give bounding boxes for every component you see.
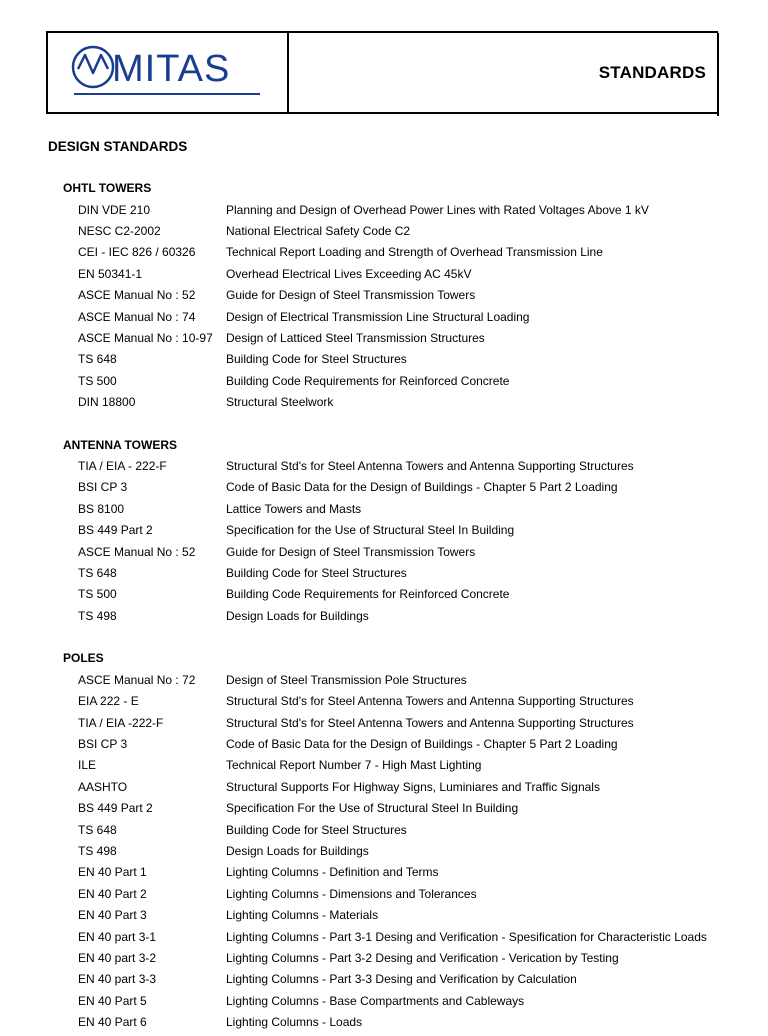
standard-code: TS 498 [78,608,117,623]
standard-code: EN 50341-1 [78,266,143,281]
standard-description: Building Code for Steel Structures [226,822,407,837]
section-title: ANTENNA TOWERS [63,437,177,452]
standard-description: Lighting Columns - Loads [226,1015,363,1030]
page-title: STANDARDS [598,63,706,82]
standard-description: Design of Latticed Steel Transmission Structures [226,330,485,345]
standard-description: Code of Basic Data for the Design of Buildings - Chapter 5 Part 2 Loading [226,480,618,495]
standard-code: BSI CP 3 [78,736,128,751]
standard-description: Specification for the Use of Structural Steel In Building [226,523,515,538]
standard-code: BS 8100 [78,501,125,516]
standard-code: EIA 222 - E [78,694,139,709]
standard-code: BS 449 Part 2 [78,523,153,538]
standard-code: ASCE Manual No : 10-97 [78,330,213,345]
standard-description: Guide for Design of Steel Transmission Towers [226,544,476,559]
standard-code: TS 648 [78,352,117,367]
standard-code: TS 500 [78,587,117,602]
standard-description: Lighting Columns - Part 3-2 Desing and Verification - Verication by Testing [226,950,619,965]
standard-code: BS 449 Part 2 [78,801,153,816]
standard-code: AASHTO [78,779,128,794]
standard-description: Design of Steel Transmission Pole Structures [226,672,467,687]
section-title: POLES [63,651,104,666]
standard-code: EN 40 Part 6 [78,1015,147,1030]
header-divider [287,33,289,112]
standard-code: TIA / EIA -222-F [78,715,164,730]
standard-description: Design Loads for Buildings [226,608,369,623]
standard-description: Structural Std's for Steel Antenna Towers and Antenna Supporting Structures [226,459,634,473]
standard-code: EN 40 part 3-3 [78,972,157,987]
standard-code: TS 648 [78,566,117,580]
standard-description: Code of Basic Data for the Design of Buildings - Chapter 5 Part 2 Loading [226,736,618,751]
standard-description: Structural Supports For Highway Signs, Luminiares and Traffic Signals [226,779,600,794]
standard-code: EN 40 Part 1 [78,865,147,880]
standard-description: Building Code Requirements for Reinforced Concrete [226,587,510,602]
standard-code: TS 500 [78,373,117,388]
mitas-logo [68,43,268,103]
standard-description: Design of Electrical Transmission Line Structural Loading [226,309,530,324]
standard-code: BSI CP 3 [78,480,128,495]
standard-code: CEI - IEC 826 / 60326 [78,245,196,260]
standard-description: Planning and Design of Overhead Power Lines with Rated Voltages Above 1 kV [226,202,649,217]
standard-code: ASCE Manual No : 72 [78,672,196,687]
standard-description: Structural Steelwork [226,395,334,410]
standard-code: DIN 18800 [78,395,136,410]
standard-description: Technical Report Loading and Strength of Overhead Transmission Line [226,245,603,260]
document-title: DESIGN STANDARDS [48,139,188,154]
standard-description: Lighting Columns - Dimensions and Tolerances [226,886,477,901]
standard-code: EN 40 Part 2 [78,886,147,901]
standard-description: Lighting Columns - Definition and Terms [226,865,439,880]
standard-code: ASCE Manual No : 52 [78,544,196,559]
standard-code: EN 40 Part 3 [78,908,147,923]
standard-description: Guide for Design of Steel Transmission Towers [226,288,476,303]
standard-description: Specification For the Use of Structural Steel In Building [226,801,519,816]
logo-text: MITAS [112,48,231,90]
standard-description: Lattice Towers and Masts [226,501,362,516]
standard-description: Lighting Columns - Base Compartments and Cableways [226,993,525,1008]
standard-description: Lighting Columns - Part 3-3 Desing and Verification by Calculation [226,972,577,987]
standard-description: Design Loads for Buildings [226,843,369,858]
standard-code: TIA / EIA - 222-F [78,459,167,473]
standard-description: Structural Std's for Steel Antenna Towers and Antenna Supporting Structures [226,694,634,709]
standard-code: TS 648 [78,822,117,837]
standard-description: Lighting Columns - Materials [226,908,379,923]
standard-code: TS 498 [78,843,117,858]
standard-description: National Electrical Safety Code C2 [226,223,411,238]
standard-code: ILE [78,758,97,773]
standard-code: EN 40 part 3-2 [78,950,157,965]
standard-description: Building Code for Steel Structures [226,566,407,580]
standard-code: NESC C2-2002 [78,223,161,238]
standard-code: EN 40 Part 5 [78,993,147,1008]
standard-description: Lighting Columns - Part 3-1 Desing and Verification - Spesification for Characteristic Loads [226,929,707,944]
standard-description: Overhead Electrical Lives Exceeding AC 45kV [226,266,472,281]
standard-code: ASCE Manual No : 52 [78,288,196,303]
standard-description: Technical Report Number 7 - High Mast Lighting [226,758,482,773]
page-header [46,31,718,114]
standard-description: Building Code for Steel Structures [226,352,407,367]
section-title: OHTL TOWERS [63,181,152,195]
standard-code: EN 40 part 3-1 [78,929,157,944]
standard-code: DIN VDE 210 [78,202,151,217]
standard-description: Building Code Requirements for Reinforced Concrete [226,373,510,388]
header-border-right [717,33,719,116]
standard-description: Structural Std's for Steel Antenna Towers and Antenna Supporting Structures [226,715,634,730]
standard-code: ASCE Manual No : 74 [78,309,196,324]
